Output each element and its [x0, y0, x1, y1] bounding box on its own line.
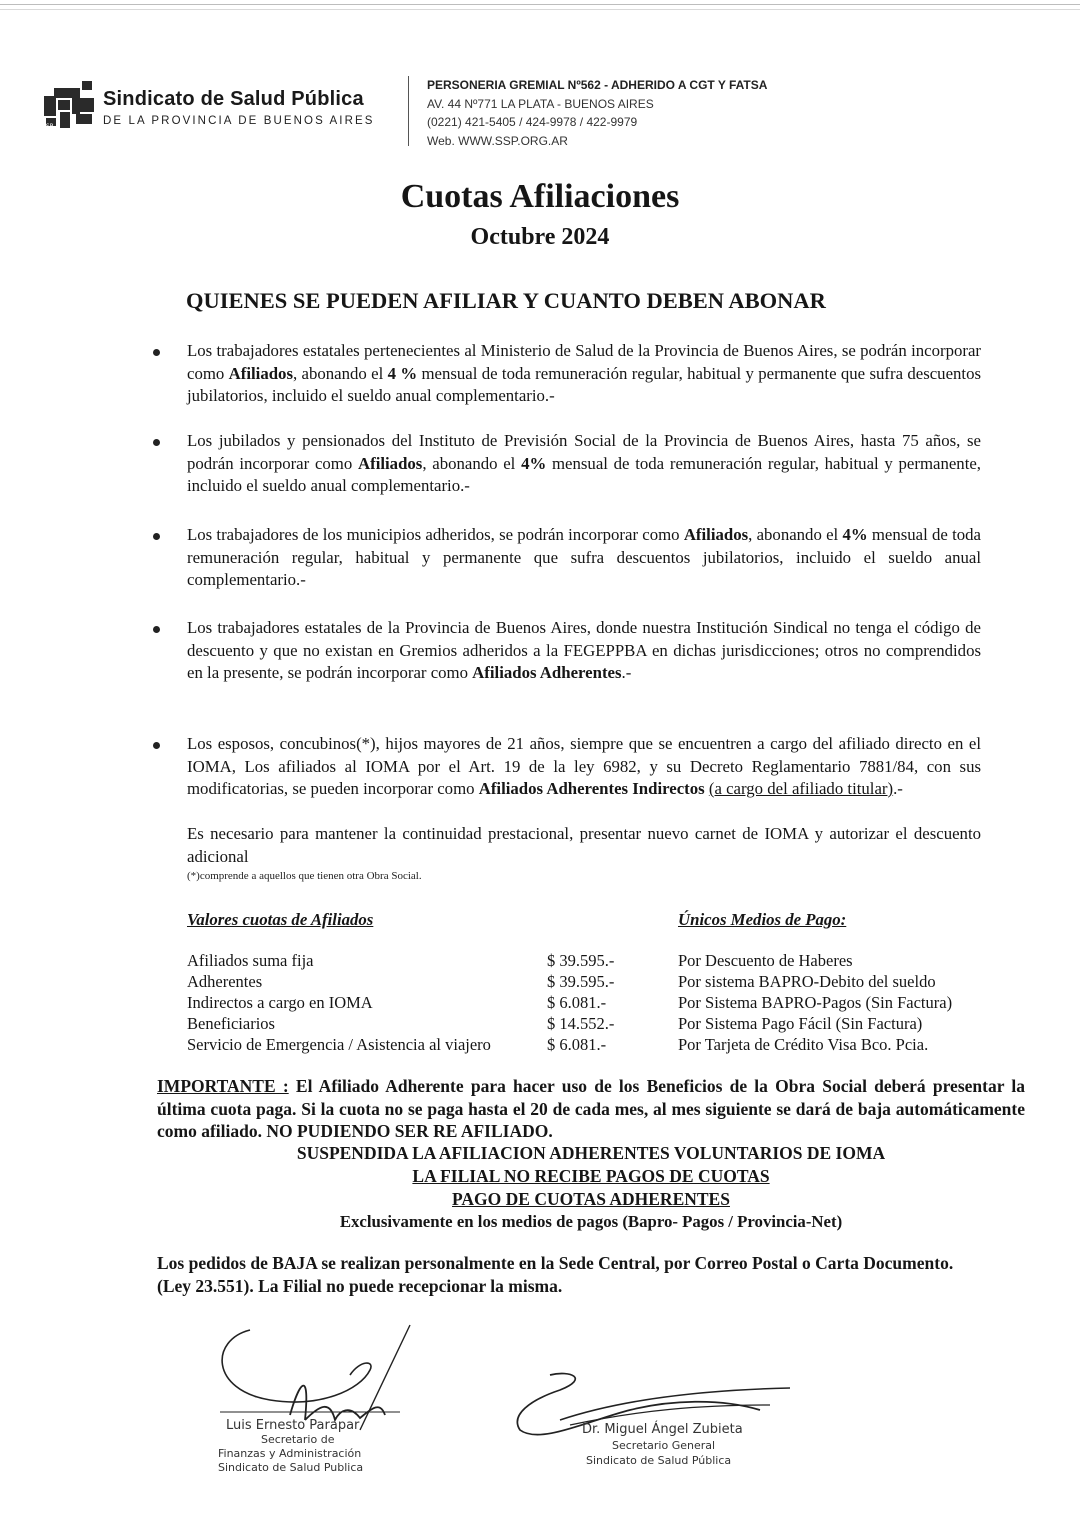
fee-row: [187, 951, 637, 972]
fees-heading: Valores cuotas de Afiliados: [187, 910, 374, 929]
org-name: Sindicato de Salud Pública: [103, 88, 364, 110]
scan-edge-line: [0, 4, 1080, 5]
fee-row: [187, 1035, 637, 1056]
fee-label: Afiliados suma fija: [187, 951, 314, 970]
signatory-org: Sindicato de Salud Publica: [218, 1461, 364, 1474]
bullet-item: Los trabajadores de los municipios adheridos, se podrán incorporar como Afiliados, abonando el 4% mensual de toda remuneración regular, habitual y permanente que sufra descuentos jubilatorios, incluido el sueldo anual complementario.-: [187, 525, 981, 589]
fee-row: [187, 1014, 637, 1035]
notice-line: LA FILIAL NO RECIBE PAGOS DE CUOTAS: [412, 1166, 770, 1186]
payment-method: Por Tarjeta de Crédito Visa Bco. Pcia.: [678, 1035, 929, 1054]
bullet-item: Los trabajadores estatales de la Provincia de Buenos Aires, donde nuestra Institución Sindical no tenga el código de descuento y que no existan en Gremios adheridos a la FEGEPPBA en dichas jurisdicciones; otros no comprendidos en la presente, se podrán incorporar como Afiliados Adherentes.-: [187, 618, 981, 682]
bullet-note: Es necesario para mantener la continuidad prestacional, presentar nuevo carnet de IOMA y autorizar el descuento adicional: [187, 824, 981, 866]
payment-heading: Únicos Medios de Pago:: [678, 910, 847, 929]
signatory-title: Secretario de: [261, 1433, 335, 1446]
notice-line: SUSPENDIDA LA AFILIACION ADHERENTES VOLUNTARIOS DE IOMA: [296, 1143, 886, 1163]
fee-amount: $ 6.081.-: [547, 1035, 607, 1054]
fee-label: Servicio de Emergencia / Asistencia al viajero: [187, 1035, 491, 1054]
bullet-dot: [153, 533, 160, 540]
bullet-dot: [153, 439, 160, 446]
payment-method: Por sistema BAPRO-Debito del sueldo: [678, 972, 936, 991]
payment-method: Por Sistema BAPRO-Pagos (Sin Factura): [678, 993, 953, 1012]
payment-method: Por Sistema Pago Fácil (Sin Factura): [678, 1014, 923, 1033]
ssp-logo: [40, 80, 96, 132]
fee-label: Adherentes: [187, 972, 263, 991]
bullet-item: Los esposos, concubinos(*), hijos mayores de 21 años, siempre que se encuentren a cargo del afiliado directo en el IOMA, Los afiliados al IOMA por el Art. 19 de la ley 6982, y su Decreto Reglamentario 7881/84, con sus modificatorias, se pueden incorporar como Afiliados Adherentes Indirectos (a cargo del afiliado titular).-: [187, 734, 981, 798]
org-registration: PERSONERIA GREMIAL Nº562 - ADHERIDO A CGT Y FATSA: [427, 78, 768, 92]
fee-label: Indirectos a cargo en IOMA: [187, 993, 373, 1012]
org-address: AV. 44 Nº771 LA PLATA - BUENOS AIRES: [427, 96, 654, 111]
svg-text:SSP: SSP: [42, 123, 54, 130]
fee-row: [187, 972, 637, 993]
document-title: Cuotas Afiliaciones: [400, 178, 680, 215]
org-phone: (0221) 421-5405 / 424-9978 / 422-9979: [427, 115, 638, 129]
fee-row: [187, 993, 637, 1014]
baja-notice: Los pedidos de BAJA se realizan personalmente en la Sede Central, por Correo Postal o Carta Documento. (Ley 23.551). La Filial no puede recepcionar la misma.: [157, 1253, 954, 1296]
notice-line: PAGO DE CUOTAS ADHERENTES: [452, 1189, 730, 1209]
bullet-dot: [153, 742, 160, 749]
fee-amount: $ 14.552.-: [547, 1014, 615, 1033]
important-notice: IMPORTANTE : El Afiliado Adherente para hacer uso de los Beneficios de la Obra Social deberá presentar la última cuota paga. Si la cuota no se paga hasta el 20 de cada mes, al mes siguiente se dará de baja automáticamente como afiliado. NO PUDIENDO SER RE AFILIADO.: [157, 1076, 1025, 1141]
fee-amount: $ 39.595.-: [547, 951, 615, 970]
bullet-item: Los trabajadores estatales pertenecientes al Ministerio de Salud de la Provincia de Buenos Aires, se podrán incorporar como Afiliados, abonando el 4 % mensual de toda remuneración regular, habitual y permanente que sufra descuentos jubilatorios, incluido el sueldo anual complementario.-: [187, 341, 981, 405]
signatory-title: Finanzas y Administración: [218, 1447, 362, 1460]
section-heading: QUIENES SE PUEDEN AFILIAR Y CUANTO DEBEN ABONAR: [186, 288, 826, 313]
bullet-dot: [153, 349, 160, 356]
notice-line: Exclusivamente en los medios de pagos (Bapro- Pagos / Provincia-Net): [339, 1212, 843, 1231]
signatory-name: Dr. Miguel Ángel Zubieta: [582, 1422, 743, 1437]
payment-method: Por Descuento de Haberes: [678, 951, 853, 970]
footnote: (*)comprende a aquellos que tienen otra Obra Social.: [187, 870, 422, 882]
signatory-org: Sindicato de Salud Pública: [586, 1454, 732, 1467]
org-subtitle: DE LA PROVINCIA DE BUENOS AIRES: [103, 115, 375, 127]
fee-label: Beneficiarios: [187, 1014, 275, 1033]
scan-edge-line: [0, 9, 1080, 10]
bullet-item: Los jubilados y pensionados del Instituto de Previsión Social de la Provincia de Buenos Aires, hasta 75 años, se podrán incorporar como Afiliados, abonando el 4% mensual de toda remuneración regular, habitual y permanente, incluido el sueldo anual complementario.-: [187, 431, 982, 495]
signatory-title: Secretario General: [612, 1439, 716, 1452]
bullet-dot: [153, 626, 160, 633]
signatory-name: Luis Ernesto Parapar: [226, 1418, 360, 1433]
org-contact-info: [427, 76, 767, 150]
fee-amount: $ 39.595.-: [547, 972, 615, 991]
header-divider: [408, 76, 409, 146]
document-subtitle: Octubre 2024: [470, 224, 610, 250]
org-website: Web. WWW.SSP.ORG.AR: [427, 133, 568, 148]
fee-amount: $ 6.081.-: [547, 993, 607, 1012]
